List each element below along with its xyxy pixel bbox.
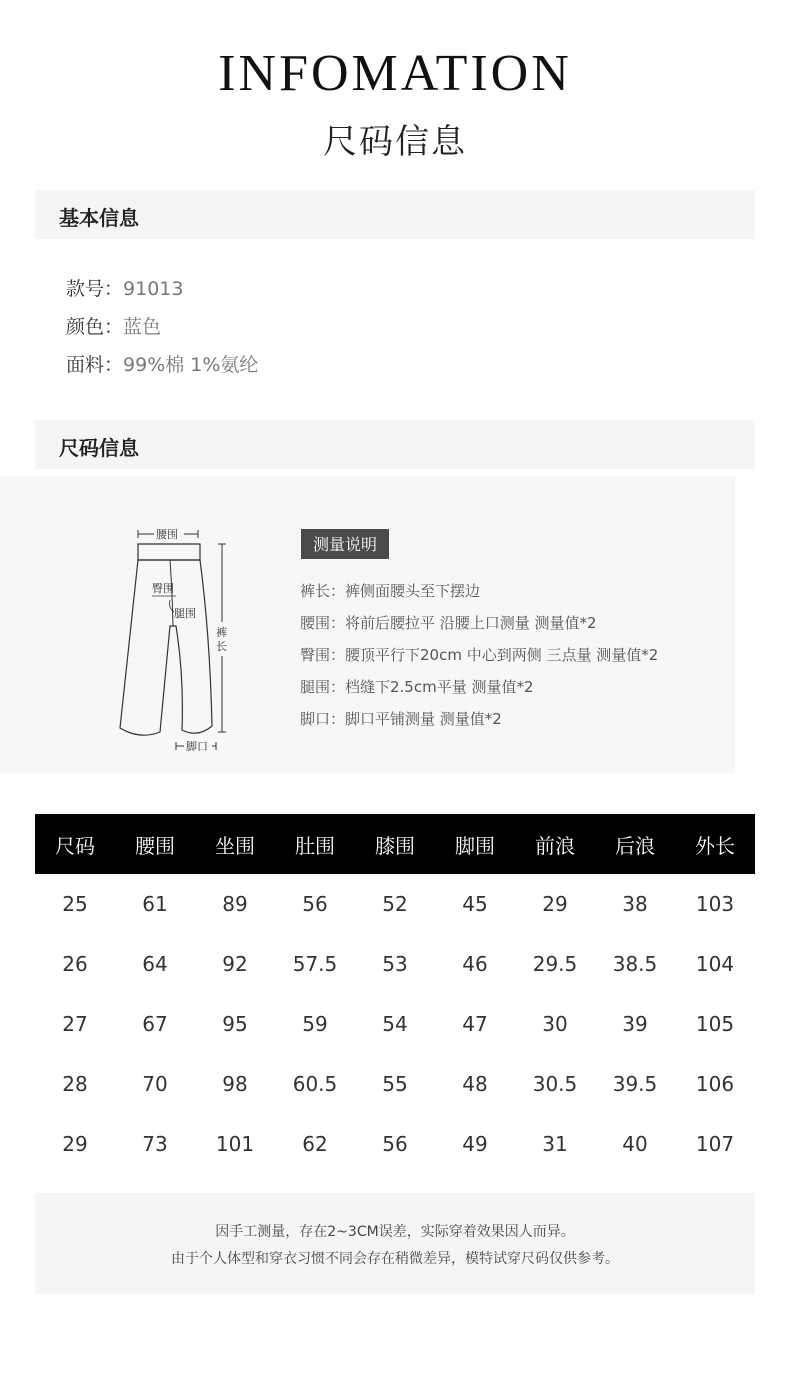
table-row [35,874,755,934]
table-cell: 56 [302,892,328,916]
table-cell: 62 [302,1132,328,1156]
table-cell: 28 [62,1072,88,1096]
howto-hem: 脚口：脚口平铺测量 测量值*2 [300,710,502,728]
style-number-value: 91013 [123,278,184,300]
fabric-value: 99%棉 1%氨纶 [123,354,259,376]
table-cell: 53 [382,952,408,976]
color-value: 蓝色 [123,316,162,338]
table-cell: 27 [62,1012,88,1036]
table-cell: 30.5 [532,1072,578,1096]
disclaimer-line-1: 因手工测量，存在2~3CM误差，实际穿着效果因人而异。 [215,1224,575,1240]
waist-label: 腰围 [156,528,178,541]
pants-diagram-svg [100,516,260,756]
hem-label: 脚口 [186,740,208,753]
pants-diagram [100,516,260,756]
howto-thigh: 腿围：档缝下2.5cm平量 测量值*2 [300,678,534,696]
table-cell: 70 [142,1072,168,1096]
howto-length: 裤长：裤侧面腰头至下摆边 [300,582,481,600]
table-cell: 39.5 [612,1072,658,1096]
table-cell: 56 [382,1132,408,1156]
size-chart-table [35,814,755,1174]
table-cell: 59 [302,1012,328,1036]
header-front-rise: 前浪 [535,833,575,858]
header-waist: 腰围 [135,833,175,858]
table-cell: 52 [382,892,408,916]
disclaimer-line-2: 由于个人体型和穿衣习惯不同会存在稍微差异，模特试穿尺码仅供参考。 [171,1251,619,1267]
header-size: 尺码 [55,833,95,858]
table-cell: 57.5 [292,952,338,976]
disclaimer-box [35,1193,755,1294]
table-cell: 103 [695,892,735,916]
table-cell: 104 [695,952,735,976]
waistband-shape [138,544,200,560]
table-cell: 107 [695,1132,735,1156]
fabric-row [66,350,258,377]
table-cell: 40 [622,1132,648,1156]
table-cell: 67 [142,1012,168,1036]
basic-info-section-header [35,190,755,239]
table-cell: 38 [622,892,648,916]
table-cell: 49 [462,1132,488,1156]
table-cell: 98 [222,1072,248,1096]
thigh-label: 腿围 [174,607,196,620]
table-cell: 48 [462,1072,488,1096]
table-cell: 89 [222,892,248,916]
table-row [35,1054,755,1114]
table-cell: 92 [222,952,248,976]
table-cell: 31 [542,1132,568,1156]
table-cell: 95 [222,1012,248,1036]
style-number-row [66,274,183,301]
measurement-guide-tag: 测量说明 [301,529,389,559]
table-cell: 47 [462,1012,488,1036]
table-header-row [35,814,755,874]
table-cell: 101 [215,1132,255,1156]
length-label-1: 裤 [216,626,227,639]
table-cell: 55 [382,1072,408,1096]
table-row [35,994,755,1054]
header-back-rise: 后浪 [615,833,655,858]
measurement-panel [0,476,735,773]
howto-hip: 臀围：腰顶平行下20cm 中心到两侧 三点量 测量值*2 [300,646,659,664]
table-cell: 61 [142,892,168,916]
length-label-2: 长 [216,640,227,653]
hip-label: 臀围 [152,582,174,595]
table-cell: 29.5 [532,952,578,976]
header-belly: 肚围 [295,833,335,858]
size-info-heading: 尺码信息 [59,436,139,460]
table-cell: 25 [62,892,88,916]
table-cell: 29 [542,892,568,916]
table-cell: 29 [62,1132,88,1156]
table-cell: 106 [695,1072,735,1096]
header-outseam: 外长 [695,833,735,858]
table-cell: 30 [542,1012,568,1036]
header-hem: 脚围 [455,833,495,858]
header-hip: 坐围 [215,833,255,858]
table-cell: 46 [462,952,488,976]
table-cell: 60.5 [292,1072,338,1096]
header-knee: 膝围 [375,833,415,858]
table-cell: 105 [695,1012,735,1036]
table-cell: 39 [622,1012,648,1036]
table-cell: 73 [142,1132,168,1156]
table-cell: 45 [462,892,488,916]
style-number-label: 款号： [66,278,124,300]
color-label: 颜色： [66,316,124,338]
table-cell: 54 [382,1012,408,1036]
table-cell: 38.5 [612,952,658,976]
howto-waist: 腰围：将前后腰拉平 沿腰上口测量 测量值*2 [300,614,597,632]
color-row [66,312,161,339]
size-info-section-header [35,420,755,469]
page-title-zh: 尺码信息 [323,122,467,162]
table-row [35,934,755,994]
table-cell: 26 [62,952,88,976]
page-title-en: INFOMATION [218,45,572,102]
fabric-label: 面料： [66,354,124,376]
basic-info-heading: 基本信息 [59,206,139,230]
table-row [35,1114,755,1174]
table-cell: 64 [142,952,168,976]
